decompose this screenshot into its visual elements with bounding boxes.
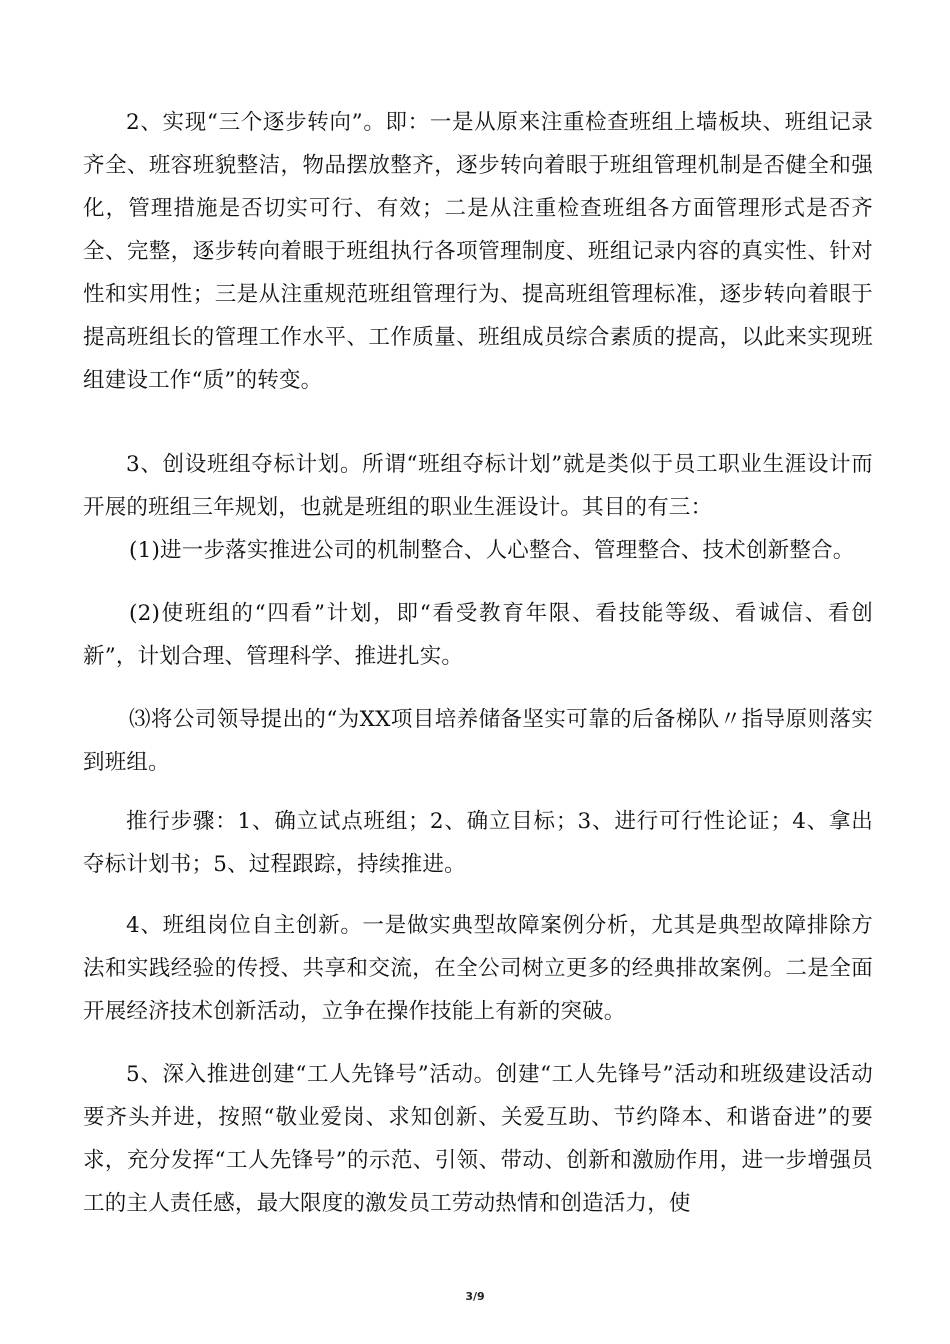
paragraph-purpose-2: (2)使班组的“四看”计划，即“看受教育年限、看技能等级、看诚信、看创新”，计划合理、管理科学、推进扎实。: [83, 601, 873, 669]
paragraph-steps: 推行步骤：1、确立试点班组；2、确立目标；3、进行可行性论证；4、拿出夺标计划书；5、过程跟踪，持续推进。: [83, 809, 873, 877]
paragraph-purpose-3: ⑶将公司领导提出的“为XX项目培养储备坚实可靠的后备梯队〃指导原则落实到班组。: [83, 707, 873, 775]
paragraph-target-plan: 3、创设班组夺标计划。所谓“班组夺标计划”就是类似于员工职业生涯设计而开展的班组三年规划，也就是班组的职业生涯设计。其目的有三：: [83, 452, 873, 520]
page-number: 3/9: [465, 1290, 485, 1303]
paragraph-innovation: 4、班组岗位自主创新。一是做实典型故障案例分析，尤其是典型故障排除方法和实践经验的传授、共享和交流，在全公司树立更多的经典排故案例。二是全面开展经济技术创新活动，立争在操作技能上有新的突破。: [83, 913, 873, 1024]
paragraph-pioneer: 5、深入推进创建“工人先锋号”活动。创建“工人先锋号”活动和班级建设活动要齐头并进，按照“敬业爱岗、求知创新、关爱互助、节约降本、和谐奋进”的要求，充分发挥“工人先锋号”的示范、引领、带动、创新和激励作用，进一步增强员工的主人责任感，最大限度的激发员工劳动热情和创造活力，使: [83, 1062, 873, 1216]
paragraph-three-shifts: 2、实现“三个逐步转向”。即：一是从原来注重检查班组上墙板块、班组记录齐全、班容班貌整洁，物品摆放整齐，逐步转向着眼于班组管理机制是否健全和强化，管理措施是否切实可行、有效；二是从注重检查班组各方面管理形式是否齐全、完整，逐步转向着眼于班组执行各项管理制度、班组记录内容的真实性、针对性和实用性；三是从注重规范班组管理行为、提高班组管理标准，逐步转向着眼于提高班组长的管理工作水平、工作质量、班组成员综合素质的提高，以此来实现班组建设工作“质”的转变。: [83, 110, 873, 393]
paragraph-purpose-1: (1)进一步落实推进公司的机制整合、人心整合、管理整合、技术创新整合。: [129, 538, 855, 563]
